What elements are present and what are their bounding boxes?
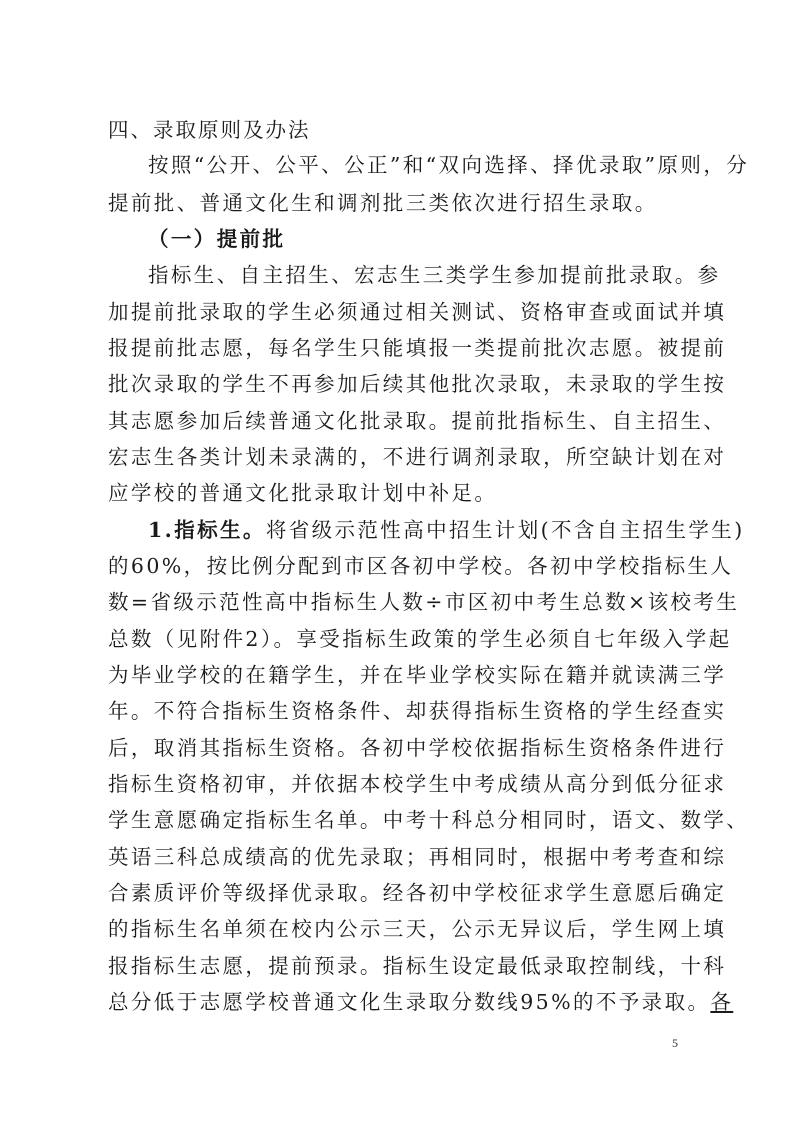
paragraph-line: 数=省级示范性高中指标生人数÷市区初中考生总数×该校考生	[108, 590, 740, 614]
paragraph-line: 总数（见附件2）。享受指标生政策的学生必须自七年级入学起	[108, 627, 732, 651]
paragraph-line: 学生意愿确定指标生名单。中考十科总分相同时，语文、数学、	[108, 808, 750, 832]
paragraph-line: 的指标生名单须在校内公示三天，公示无异议后，学生网上填	[108, 917, 727, 941]
paragraph-line: 英语三科总成绩高的优先录取；再相同时，根据中考考查和综	[108, 845, 727, 869]
paragraph-line: 后，取消其指标生资格。各初中学校依据指标生资格条件进行	[108, 736, 727, 760]
paragraph-line: 宏志生各类计划未录满的，不进行调剂录取，所空缺计划在对	[108, 445, 727, 469]
paragraph-line: 年。不符合指标生资格条件、却获得指标生资格的学生经查实	[108, 699, 727, 723]
paragraph-line: 指标生资格初审，并依据本校学生中考成绩从高分到低分征求	[108, 772, 727, 796]
item1-label: 1.指标生。	[148, 518, 266, 542]
paragraph-line: 合素质评价等级择优录取。经各初中学校征求学生意愿后确定	[108, 881, 727, 905]
item1-last-line-text: 总分低于志愿学校普通文化生录取分数线95%的不予录取。	[108, 990, 711, 1014]
paragraph-line: 按照“公开、公平、公正”和“双向选择、择优录取”原则，分	[148, 153, 750, 177]
underlined-continuation: 各	[710, 990, 734, 1014]
section-heading: 四、录取原则及办法	[108, 118, 311, 142]
paragraph-line: 指标生、自主招生、宏志生三类学生参加提前批录取。参	[148, 263, 721, 287]
paragraph-line: 批次录取的学生不再参加后续其他批次录取，未录取的学生按	[108, 372, 727, 396]
page-number: 5	[672, 1036, 678, 1050]
paragraph-line: 应学校的普通文化批录取计划中补足。	[108, 481, 498, 505]
paragraph-line: 提前批、普通文化生和调剂批三类依次进行招生录取。	[108, 191, 658, 215]
paragraph-line: 其志愿参加后续普通文化批录取。提前批指标生、自主招生、	[108, 409, 727, 433]
paragraph-line: 报指标生志愿，提前预录。指标生设定最低录取控制线，十科	[108, 954, 727, 978]
paragraph-line: 的60%，按比例分配到市区各初中学校。各初中学校指标生人	[108, 554, 734, 578]
subsection-heading: （一）提前批	[148, 227, 286, 251]
item1-first-line-text: 将省级示范性高中招生计划(不含自主招生学生)	[265, 518, 745, 542]
paragraph-line: 为毕业学校的在籍学生，并在毕业学校实际在籍并就读满三学	[108, 663, 727, 687]
paragraph-line: 加提前批录取的学生必须通过相关测试、资格审查或面试并填	[108, 300, 727, 324]
item1-first-line	[148, 515, 745, 545]
paragraph-line: 报提前批志愿，每名学生只能填报一类提前批次志愿。被提前	[108, 336, 727, 360]
item1-last-line	[108, 987, 734, 1017]
